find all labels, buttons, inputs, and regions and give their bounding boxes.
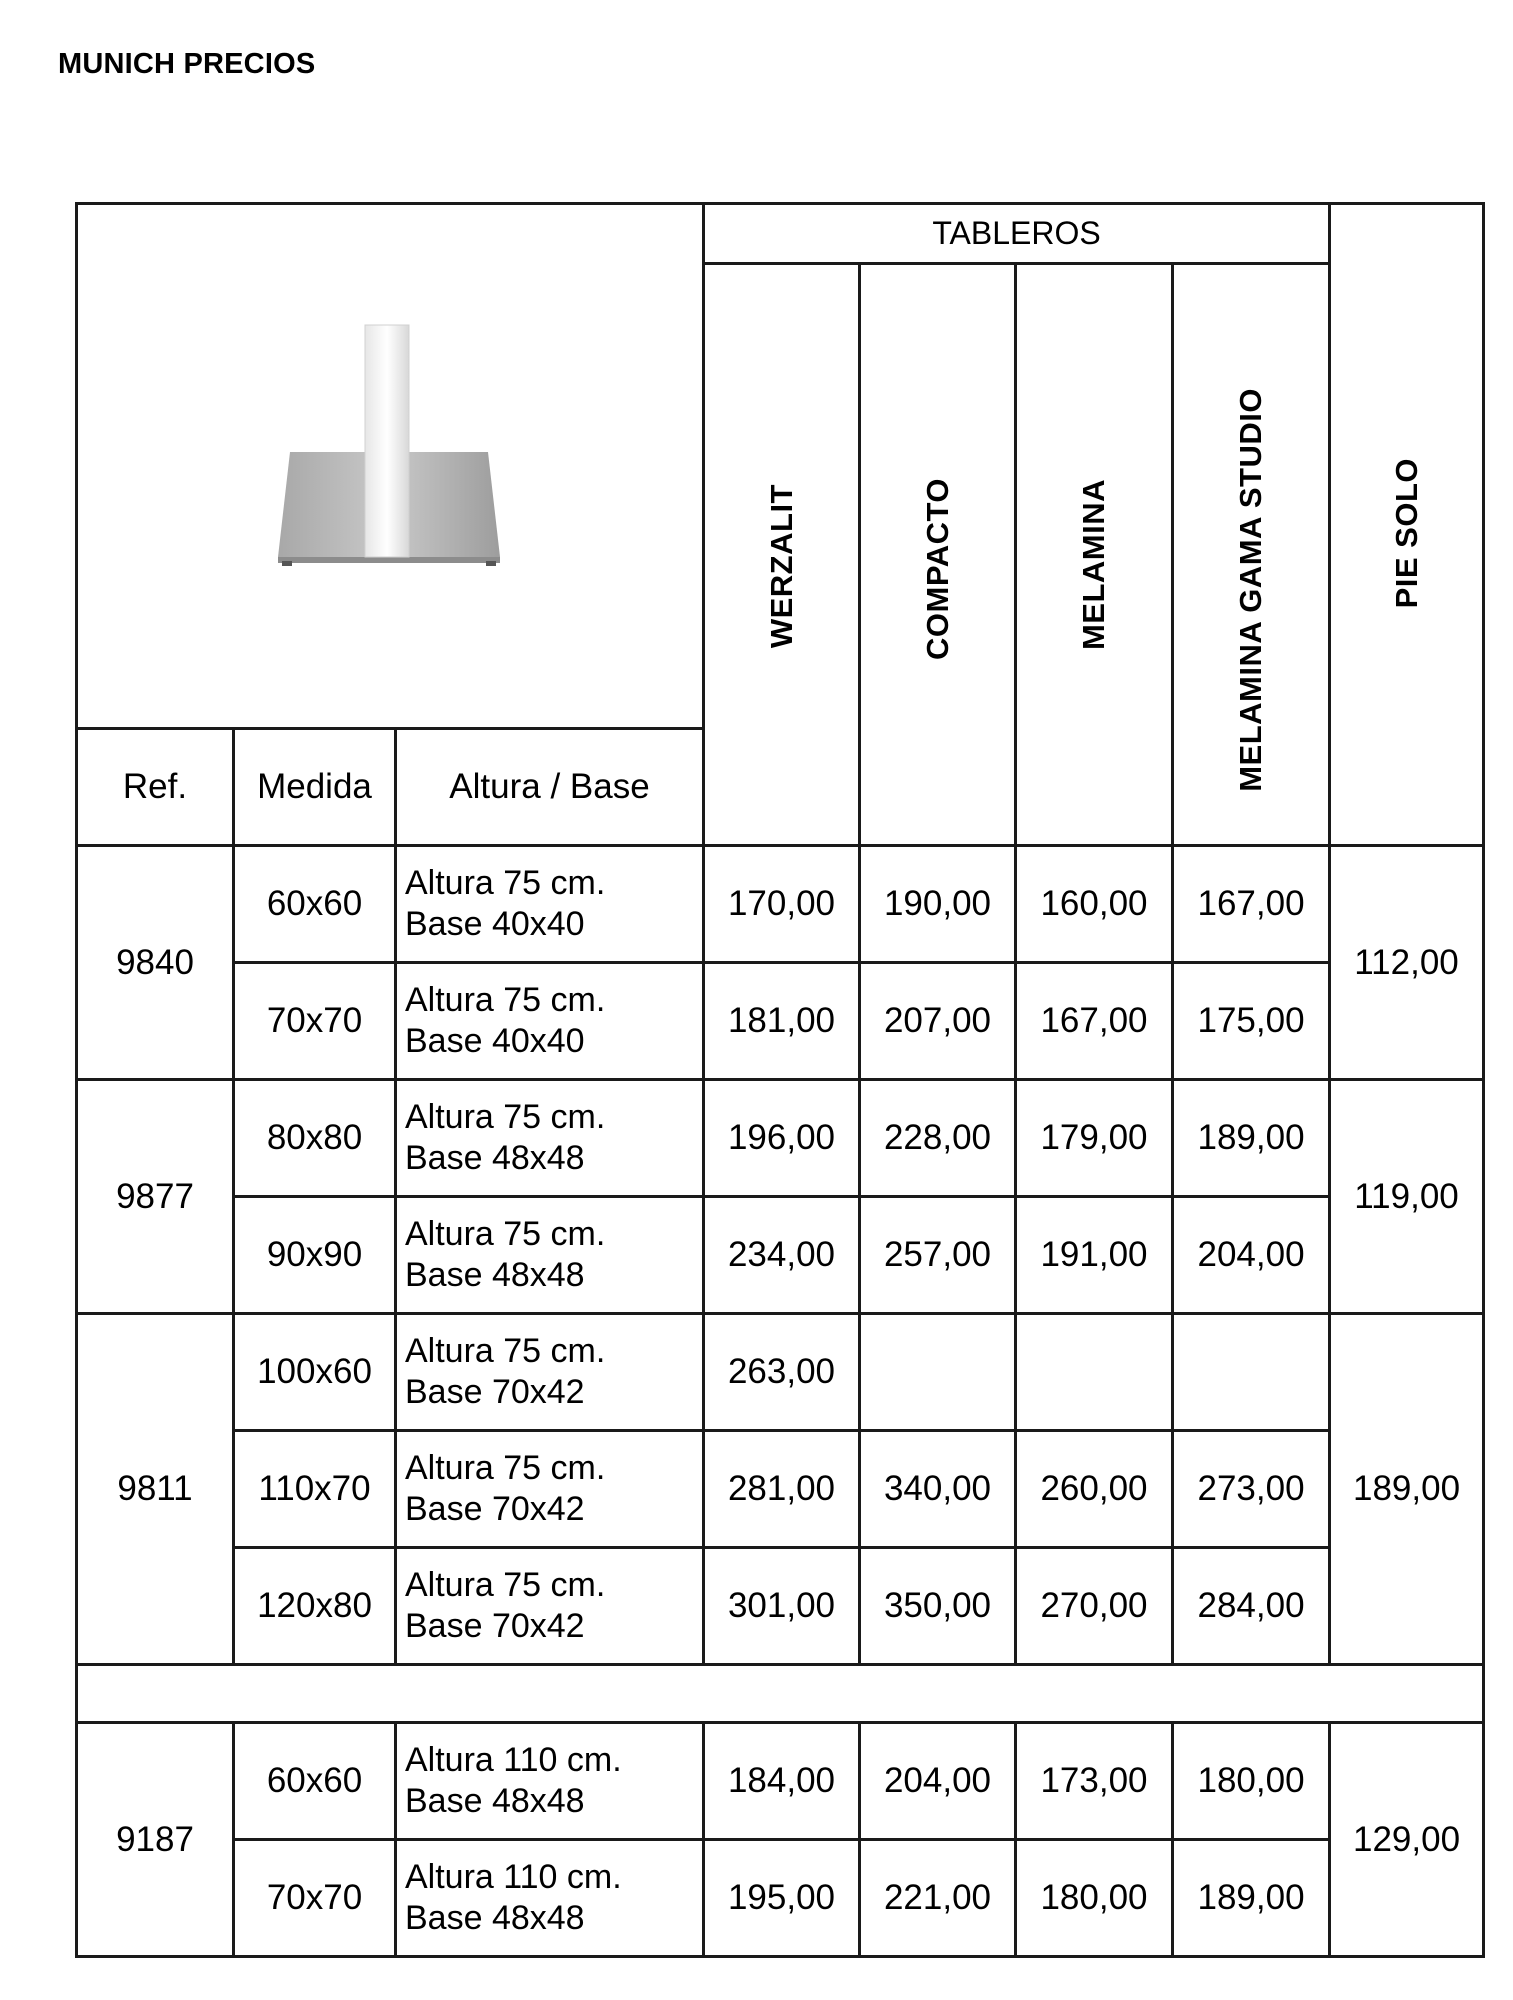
compacto-price: 257,00 xyxy=(860,1197,1016,1314)
altura-base-cell: Altura 75 cm. Base 70x42 xyxy=(396,1548,704,1665)
pie-solo-price: 112,00 xyxy=(1330,846,1484,1080)
altura-base-cell: Altura 75 cm. Base 48x48 xyxy=(396,1197,704,1314)
melamina-header: MELAMINA xyxy=(1016,264,1173,846)
studio-price: 180,00 xyxy=(1173,1723,1330,1840)
pie-solo-price: 189,00 xyxy=(1330,1314,1484,1665)
altura-base-cell: Altura 75 cm. Base 48x48 xyxy=(396,1080,704,1197)
werzalit-price: 184,00 xyxy=(704,1723,860,1840)
studio-price: 273,00 xyxy=(1173,1431,1330,1548)
medida-cell: 90x90 xyxy=(234,1197,396,1314)
altura-base-header: Altura / Base xyxy=(396,729,704,846)
studio-price xyxy=(1173,1314,1330,1431)
price-table xyxy=(75,202,1485,1958)
medida-cell: 120x80 xyxy=(234,1548,396,1665)
table-row xyxy=(77,1723,1484,1840)
altura-base-cell: Altura 75 cm. Base 40x40 xyxy=(396,846,704,963)
melamina-price: 270,00 xyxy=(1016,1548,1173,1665)
table-row xyxy=(77,1197,1484,1314)
medida-cell: 60x60 xyxy=(234,846,396,963)
studio-price: 167,00 xyxy=(1173,846,1330,963)
melamina-price: 179,00 xyxy=(1016,1080,1173,1197)
ref-cell: 9187 xyxy=(77,1723,234,1957)
table-row xyxy=(77,1548,1484,1665)
ref-cell: 9877 xyxy=(77,1080,234,1314)
melamina-price: 180,00 xyxy=(1016,1840,1173,1957)
ref-header: Ref. xyxy=(77,729,234,846)
table-base-icon xyxy=(268,317,518,567)
melamina-price: 173,00 xyxy=(1016,1723,1173,1840)
page-title: MUNICH PRECIOS xyxy=(58,48,316,80)
table-row xyxy=(77,1080,1484,1197)
werzalit-price: 301,00 xyxy=(704,1548,860,1665)
melamina-price: 191,00 xyxy=(1016,1197,1173,1314)
medida-cell: 60x60 xyxy=(234,1723,396,1840)
compacto-price: 207,00 xyxy=(860,963,1016,1080)
werzalit-price: 195,00 xyxy=(704,1840,860,1957)
compacto-price: 221,00 xyxy=(860,1840,1016,1957)
medida-header: Medida xyxy=(234,729,396,846)
melamina-studio-header: MELAMINA GAMA STUDIO xyxy=(1173,264,1330,846)
medida-cell: 80x80 xyxy=(234,1080,396,1197)
compacto-price: 204,00 xyxy=(860,1723,1016,1840)
compacto-price: 190,00 xyxy=(860,846,1016,963)
compacto-header: COMPACTO xyxy=(860,264,1016,846)
compacto-price: 350,00 xyxy=(860,1548,1016,1665)
spacer-row xyxy=(77,1665,1484,1723)
pie-solo-header: PIE SOLO xyxy=(1330,204,1484,846)
studio-price: 204,00 xyxy=(1173,1197,1330,1314)
werzalit-price: 196,00 xyxy=(704,1080,860,1197)
medida-cell: 100x60 xyxy=(234,1314,396,1431)
werzalit-price: 281,00 xyxy=(704,1431,860,1548)
altura-base-cell: Altura 110 cm. Base 48x48 xyxy=(396,1723,704,1840)
altura-base-cell: Altura 75 cm. Base 70x42 xyxy=(396,1314,704,1431)
medida-cell: 70x70 xyxy=(234,1840,396,1957)
table-row xyxy=(77,846,1484,963)
spacer-cell xyxy=(77,1665,1484,1723)
altura-base-cell: Altura 75 cm. Base 40x40 xyxy=(396,963,704,1080)
pie-solo-price: 119,00 xyxy=(1330,1080,1484,1314)
table-row xyxy=(77,963,1484,1080)
product-image-cell xyxy=(77,204,704,729)
ref-cell: 9811 xyxy=(77,1314,234,1665)
studio-price: 189,00 xyxy=(1173,1080,1330,1197)
table-row xyxy=(77,1314,1484,1431)
table-row xyxy=(77,1431,1484,1548)
compacto-price: 340,00 xyxy=(860,1431,1016,1548)
altura-base-cell: Altura 110 cm. Base 48x48 xyxy=(396,1840,704,1957)
tableros-header: TABLEROS xyxy=(704,204,1330,264)
ref-cell: 9840 xyxy=(77,846,234,1080)
altura-base-cell: Altura 75 cm. Base 70x42 xyxy=(396,1431,704,1548)
medida-cell: 110x70 xyxy=(234,1431,396,1548)
werzalit-price: 263,00 xyxy=(704,1314,860,1431)
melamina-price xyxy=(1016,1314,1173,1431)
pie-solo-price: 129,00 xyxy=(1330,1723,1484,1957)
compacto-price xyxy=(860,1314,1016,1431)
studio-price: 175,00 xyxy=(1173,963,1330,1080)
table-row xyxy=(77,1840,1484,1957)
werzalit-price: 234,00 xyxy=(704,1197,860,1314)
werzalit-price: 181,00 xyxy=(704,963,860,1080)
medida-cell: 70x70 xyxy=(234,963,396,1080)
studio-price: 284,00 xyxy=(1173,1548,1330,1665)
werzalit-price: 170,00 xyxy=(704,846,860,963)
melamina-price: 260,00 xyxy=(1016,1431,1173,1548)
werzalit-header: WERZALIT xyxy=(704,264,860,846)
studio-price: 189,00 xyxy=(1173,1840,1330,1957)
melamina-price: 167,00 xyxy=(1016,963,1173,1080)
melamina-price: 160,00 xyxy=(1016,846,1173,963)
compacto-price: 228,00 xyxy=(860,1080,1016,1197)
